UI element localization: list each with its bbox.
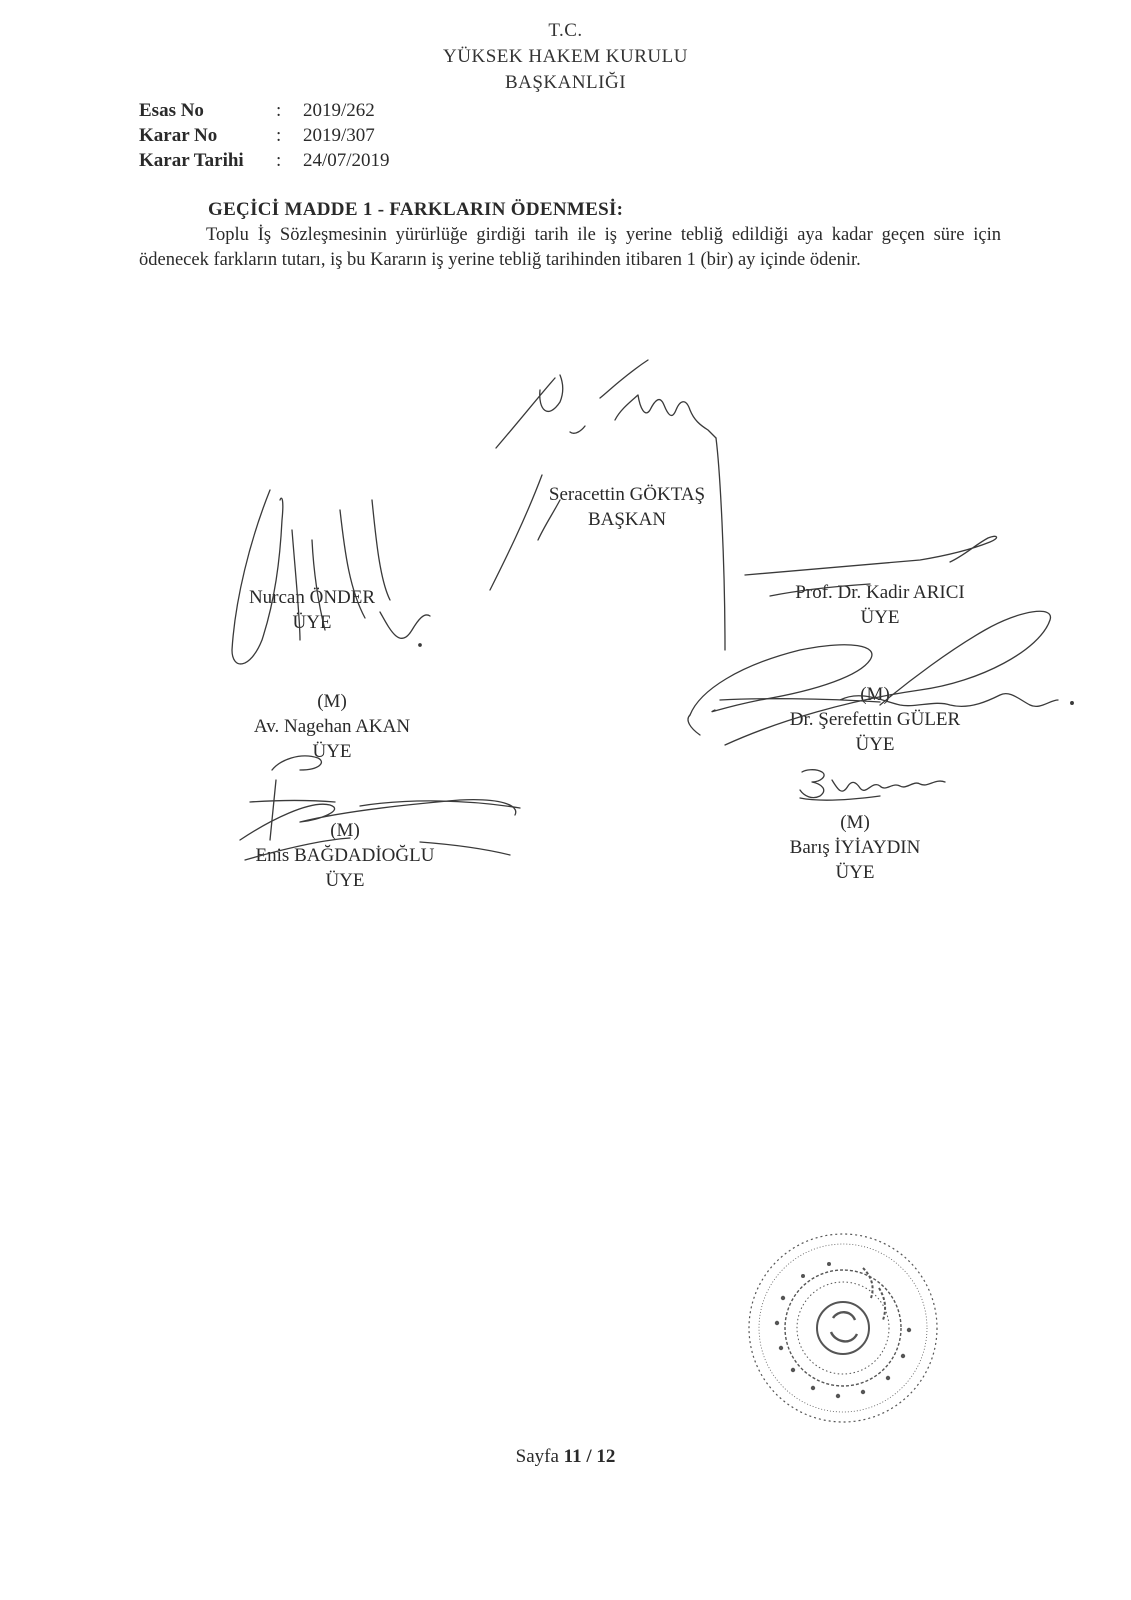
signatory-name: Dr. Şerefettin GÜLER [789, 709, 961, 730]
meta-separator: : [276, 150, 282, 171]
signatory-arici [760, 580, 1000, 630]
meta-label: Esas No [139, 100, 204, 121]
page-prefix: Sayfa [515, 1446, 559, 1467]
header-tc: T.C. [548, 20, 583, 41]
signatory-name: Nurcan ÖNDER [248, 587, 376, 608]
signatory-role: ÜYE [292, 612, 332, 633]
signatory-note: (M) [840, 812, 870, 833]
signatory-akan [222, 689, 442, 764]
meta-value: 24/07/2019 [303, 150, 390, 171]
signatory-role: ÜYE [855, 734, 895, 755]
signatory-bagdadioglu [225, 818, 465, 893]
signatory-name: Av. Nagehan AKAN [253, 716, 411, 737]
signatory-name: Barış İYİAYDIN [789, 837, 921, 858]
signatory-name: Seracettin GÖKTAŞ [548, 484, 706, 505]
case-metadata [139, 98, 390, 173]
signatory-note: (M) [860, 684, 890, 705]
signatory-role: ÜYE [325, 870, 365, 891]
page-current: 11 [563, 1446, 582, 1467]
signatory-role: ÜYE [835, 862, 875, 883]
signatory-role: BAŞKAN [587, 509, 667, 530]
meta-row-esas [139, 98, 390, 123]
signatory-role: ÜYE [860, 607, 900, 628]
page-separator: / [586, 1446, 592, 1467]
article-title: GEÇİCİ MADDE 1 - FARKLARIN ÖDENMESİ: [208, 199, 624, 220]
meta-label: Karar Tarihi [139, 150, 244, 171]
header-institution: YÜKSEK HAKEM KURULU [443, 46, 688, 67]
signatory-iyiaydin [755, 810, 955, 885]
page-total: 12 [596, 1446, 616, 1467]
meta-separator: : [276, 100, 282, 121]
signature-onder [232, 490, 430, 664]
signatory-baskan [512, 482, 742, 532]
header-presidency: BAŞKANLIĞI [504, 72, 627, 93]
meta-value: 2019/307 [303, 125, 375, 146]
signature-iyiaydin [800, 770, 945, 800]
meta-value: 2019/262 [303, 100, 375, 121]
signatory-note: (M) [317, 691, 347, 712]
article-body: Toplu İş Sözleşmesinin yürürlüğe girdiği tarih ile iş yerine tebliğ edildiği aya kadar geçen süre için ödenecek farkların tutarı, iş bu Kararın iş yerine tebliğ tarihinden itibaren 1 (bir) ay içinde ödenir. [139, 225, 1001, 270]
meta-label: Karar No [139, 125, 218, 146]
page-number [0, 1446, 1131, 1468]
signatory-guler [755, 682, 995, 757]
meta-row-karar-tarihi [139, 148, 390, 173]
signatory-onder [222, 585, 402, 635]
meta-separator: : [276, 125, 282, 146]
signatory-name: Enis BAĞDADİOĞLU [255, 845, 435, 866]
signatory-name: Prof. Dr. Kadir ARICI [795, 582, 965, 603]
signatory-role: ÜYE [312, 741, 352, 762]
official-stamp [743, 1228, 943, 1428]
signatory-note: (M) [330, 820, 360, 841]
meta-row-karar [139, 123, 390, 148]
